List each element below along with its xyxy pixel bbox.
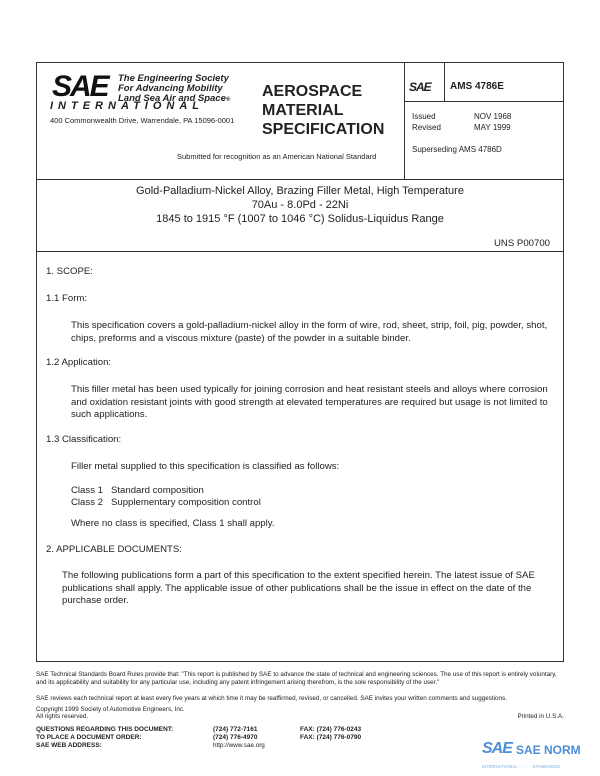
society-line: The Engineering Society (118, 73, 229, 84)
header-vertical-divider (404, 63, 405, 179)
web-label: SAE WEB ADDRESS: (36, 742, 102, 749)
section-1-2-heading: 1.2 Application: (46, 357, 112, 368)
questions-fax: FAX: (724) 776-0243 (300, 726, 362, 733)
web-url[interactable]: http://www.sae.org (213, 742, 265, 749)
document-title (36, 184, 564, 226)
doc-number-divider (404, 101, 564, 102)
footer-review-note: SAE reviews each technical report at least every five years at which time it may be reaffirmed, revised, or cancelled. SAE invites your written comments and suggestions. (36, 695, 507, 702)
sae-logo: SAE (52, 70, 108, 103)
class-1-item: Class 1 Standard composition (71, 485, 204, 496)
submitted-note: Submitted for recognition as an American National Standard (177, 152, 377, 161)
watermark-text (516, 743, 581, 757)
revised-label: Revised (412, 123, 441, 132)
section-2-heading: 2. APPLICABLE DOCUMENTS: (46, 544, 182, 555)
international-label: INTERNATIONAL (50, 100, 205, 112)
issued-date: NOV 1968 (474, 112, 512, 121)
watermark-label: SAE NORM (516, 743, 581, 757)
address: 400 Commonwealth Drive, Warrendale, PA 15096-0001 (50, 116, 235, 125)
title-line: Gold-Palladium-Nickel Alloy, Brazing Filler Metal, High Temperature (136, 185, 464, 197)
title-line: 1845 to 1915 °F (1007 to 1046 °C) Solidus-Liquidus Range (156, 213, 444, 225)
class-2-item: Class 2 Supplementary composition control (71, 497, 261, 508)
order-label: TO PLACE A DOCUMENT ORDER: (36, 734, 142, 741)
uns-number: UNS P00700 (494, 238, 550, 249)
spec-title-line: MATERIAL (262, 102, 344, 119)
revised-date: MAY 1999 (474, 123, 511, 132)
questions-label: QUESTIONS REGARDING THIS DOCUMENT: (36, 726, 174, 733)
section-1-1-heading: 1.1 Form: (46, 293, 88, 304)
society-line: For Advancing Mobility (118, 83, 223, 94)
class-note: Where no class is specified, Class 1 shall apply. (71, 518, 275, 529)
title-line: 70Au - 8.0Pd - 22Ni (251, 199, 349, 211)
section-1-2-text: This filler metal has been used typically for joining corrosion and heat resistant steels and alloys where corrosion and oxidation resistant joints with good strength at elevated temperatures are required but usage is not limited to such applications. (71, 384, 548, 420)
order-fax: FAX: (724) 776-0790 (300, 734, 362, 741)
section-2-text: The following publications form a part of this specification to the extent specified herein. The latest issue of SAE publications shall apply. The applicable issue of other publications shall be the issue in effect on the date of the purchase order. (62, 570, 535, 606)
title-divider (37, 251, 563, 252)
footer-disclaimer: SAE Technical Standards Board Rules provide that: "This report is published by SAE to advance the state of technical and engineering sciences. The use of this report is entirely voluntary, and its applicability and suitability for any particular use, including any patent infringement arising therefrom, is the sole responsibility of the user." (36, 671, 557, 686)
spec-type-title (262, 82, 384, 139)
spec-title-line: AEROSPACE (262, 83, 363, 100)
copyright: Copyright 1999 Society of Automotive Engineers, Inc. (36, 706, 185, 713)
section-1-3-text: Filler metal supplied to this specification is classified as follows: (71, 461, 340, 472)
questions-phone: (724) 772-7161 (213, 726, 258, 733)
order-phone: (724) 776-4970 (213, 734, 258, 741)
society-line: Land Sea Air and Space (118, 93, 226, 104)
section-1-1-text: This specification covers a gold-palladium-nickel alloy in the form of wire, rod, sheet, strip, foil, pig, powder, shot, chips, preforms and a viscous mixture (paste) of the powder in a suitable binder. (71, 320, 548, 344)
section-1-heading: 1. SCOPE: (46, 266, 93, 277)
watermark-logo: SAE (482, 740, 512, 757)
registered-mark: ® (225, 97, 231, 103)
doc-number: AMS 4786E (450, 81, 504, 92)
small-logo-divider (444, 63, 445, 101)
spec-title-line: SPECIFICATION (262, 121, 385, 138)
issued-label: Issued (412, 112, 436, 121)
rights: All rights reserved. (36, 713, 89, 720)
watermark-sub: INTERNATIONAL · · · · · STANDARDS (482, 764, 560, 769)
printed-in: Printed in U.S.A. (517, 713, 564, 720)
section-1-3-heading: 1.3 Classification: (46, 434, 122, 445)
header-divider (37, 179, 563, 180)
supersedes-note: Superseding AMS 4786D (412, 145, 502, 154)
small-sae-logo: SAE (409, 80, 431, 94)
